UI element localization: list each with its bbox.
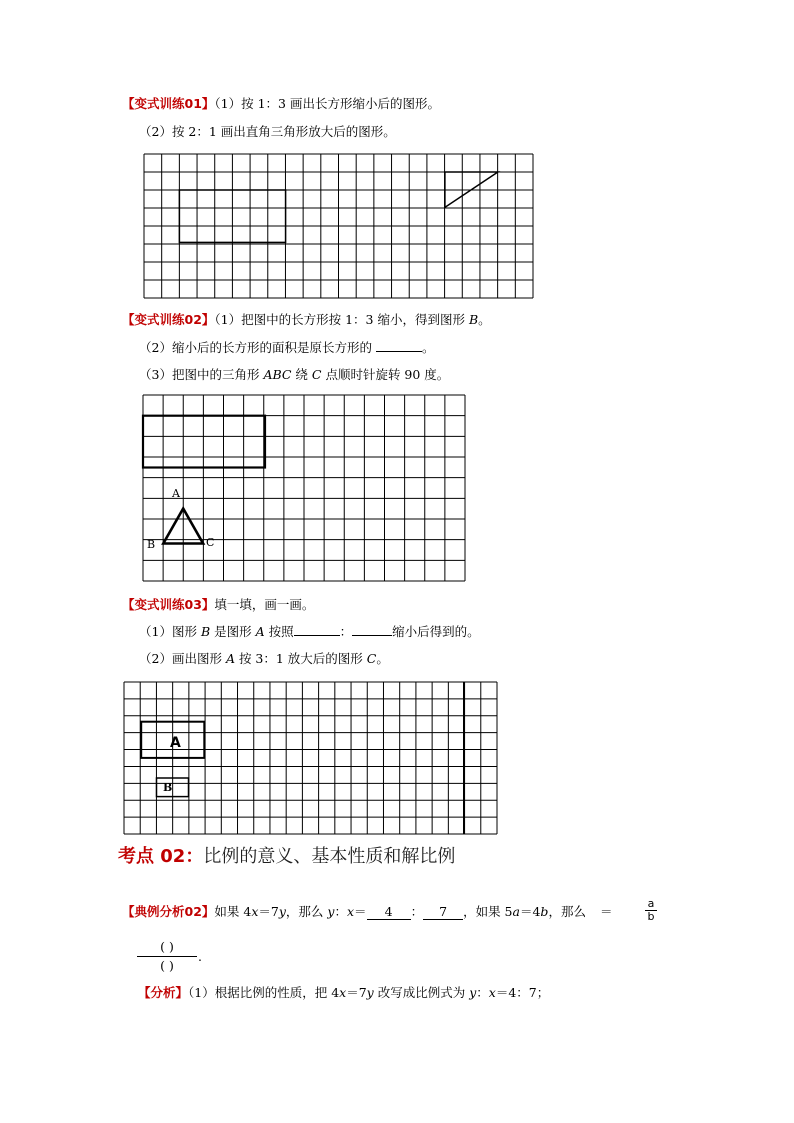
example-period: . bbox=[198, 949, 202, 964]
example-text-6: ： bbox=[410, 904, 424, 919]
exercise-3-question-1: （1）图形 bbox=[139, 624, 201, 639]
exercise-2-line-2 bbox=[139, 340, 434, 356]
example-var-a: a bbox=[512, 904, 520, 919]
exercise-2-q3-end: 点顺时针旋转 90 度。 bbox=[321, 367, 450, 382]
exercise-2-var-b: B bbox=[468, 312, 479, 327]
exercise-3-tag: 【变式训练03】 bbox=[122, 597, 215, 612]
exercise-2-line-1 bbox=[122, 312, 491, 328]
example-text-5: ＝ bbox=[354, 904, 367, 919]
exercise-3-q2-var-a: A bbox=[225, 651, 235, 666]
example-var-y: y bbox=[278, 904, 286, 919]
exercise-1-question-1: （1）按 1：3 画出长方形缩小后的图形。 bbox=[214, 96, 440, 111]
triangle-vertex-b-label: B bbox=[147, 538, 156, 551]
grid-2-rectangle bbox=[143, 416, 265, 468]
triangle-vertex-c-label: C bbox=[206, 536, 215, 549]
exercise-3-intro: 填一填，画一画。 bbox=[214, 597, 315, 612]
example-line-1 bbox=[122, 904, 612, 920]
analysis-line-1 bbox=[138, 985, 549, 1001]
answer-blank-ratio-second[interactable] bbox=[352, 635, 392, 636]
analysis-text-1: （1）根据比例的性质，把 4 bbox=[188, 985, 340, 1000]
exercise-3-var-b: B bbox=[200, 624, 211, 639]
example-tag: 【典例分析02】 bbox=[122, 904, 215, 919]
exercise-3-line-2 bbox=[139, 624, 480, 640]
exercise-3-q1-end: 缩小后得到的。 bbox=[392, 624, 480, 639]
analysis-text-4: ： bbox=[476, 985, 489, 1000]
exercise-3-question-2: （2）画出图形 bbox=[139, 651, 226, 666]
example-text-2: ＝7 bbox=[258, 904, 279, 919]
section-heading bbox=[118, 846, 455, 868]
answer-blank-fraction-top[interactable]: ( ) bbox=[160, 939, 174, 954]
exercise-3-q1-mid1: 是图形 bbox=[210, 624, 256, 639]
example-text-3: ，那么 bbox=[285, 904, 328, 919]
exercise-3-var-c: C bbox=[366, 651, 377, 666]
exercise-3-line-3 bbox=[139, 651, 389, 667]
fraction-a-over-b bbox=[645, 898, 657, 923]
answer-blank-ratio-first[interactable] bbox=[294, 635, 340, 636]
analysis-tag: 【分析】 bbox=[138, 985, 189, 1000]
answer-blank-7[interactable]: 7 bbox=[423, 905, 463, 920]
answer-blank-4[interactable]: 4 bbox=[367, 905, 411, 920]
fraction-denominator: b bbox=[645, 910, 657, 923]
section-title: 比例的意义、基本性质和解比例 bbox=[203, 846, 456, 867]
exercise-2-q3-mid: 绕 bbox=[291, 367, 312, 382]
exercise-1-question-2: （2）按 2：1 画出直角三角形放大后的图形。 bbox=[139, 124, 396, 139]
analysis-var-x: x bbox=[339, 985, 347, 1000]
fraction-numerator: a bbox=[647, 897, 655, 910]
answer-blank-fraction-bottom[interactable]: ( ) bbox=[160, 958, 174, 973]
grid-3 bbox=[124, 682, 497, 834]
example-var-x: x bbox=[251, 904, 259, 919]
analysis-var-y: y bbox=[366, 985, 374, 1000]
exercise-3-q2-mid: 按 3：1 放大后的图形 bbox=[234, 651, 367, 666]
exercise-2-question-1: （1）把图中的长方形按 1：3 缩小，得到图形 bbox=[214, 312, 469, 327]
exercise-3-q1-mid2: 按照 bbox=[264, 624, 294, 639]
example-text-9: ，那么 bbox=[548, 904, 586, 919]
shape-b-label: B bbox=[163, 781, 173, 794]
analysis-text-3: 改写成比例式为 bbox=[373, 985, 470, 1000]
example-text-1: 如果 4 bbox=[214, 904, 252, 919]
example-text-7: ，如果 5 bbox=[463, 904, 513, 919]
example-var-y2: y bbox=[327, 904, 335, 919]
exercise-2-question-3: （3）把图中的三角形 bbox=[139, 367, 264, 382]
exercise-2-var-c: C bbox=[311, 367, 322, 382]
exercise-2-line-3 bbox=[139, 367, 449, 383]
answer-blank-area-ratio[interactable] bbox=[376, 351, 422, 352]
exercise-1-tag: 【变式训练01】 bbox=[122, 96, 215, 111]
shape-a-label: A bbox=[170, 735, 181, 751]
exercise-3-q1-colon: ： bbox=[339, 624, 353, 639]
triangle-vertex-a-label: A bbox=[172, 487, 180, 500]
exercise-3-line-1 bbox=[122, 597, 314, 613]
exercise-3-q2-end: 。 bbox=[376, 651, 389, 666]
fraction-bar bbox=[137, 956, 197, 957]
analysis-text-2: ＝7 bbox=[346, 985, 367, 1000]
exercise-2-q1-end: 。 bbox=[478, 312, 491, 327]
exercise-3-var-a: A bbox=[255, 624, 265, 639]
example-var-x2: x bbox=[346, 904, 355, 919]
exercise-2-question-2: （2）缩小后的长方形的面积是原长方形的 bbox=[139, 340, 372, 355]
example-text-10: ＝ bbox=[599, 904, 613, 919]
grid-2 bbox=[143, 395, 465, 581]
exercise-2-tag: 【变式训练02】 bbox=[122, 312, 215, 327]
section-label: 考点 02： bbox=[118, 846, 204, 867]
analysis-var-x2: x bbox=[488, 985, 496, 1000]
exercise-1-line-1 bbox=[122, 96, 440, 112]
analysis-var-y2: y bbox=[469, 985, 477, 1000]
exercise-2-var-abc: ABC bbox=[263, 367, 292, 382]
grid-1 bbox=[144, 154, 533, 298]
analysis-text-5: ＝4：7； bbox=[495, 985, 550, 1000]
example-text-4: ： bbox=[334, 904, 347, 919]
example-text-8: ＝4 bbox=[519, 904, 541, 919]
example-var-b: b bbox=[540, 904, 549, 919]
exercise-2-q2-end: 。 bbox=[421, 340, 435, 355]
